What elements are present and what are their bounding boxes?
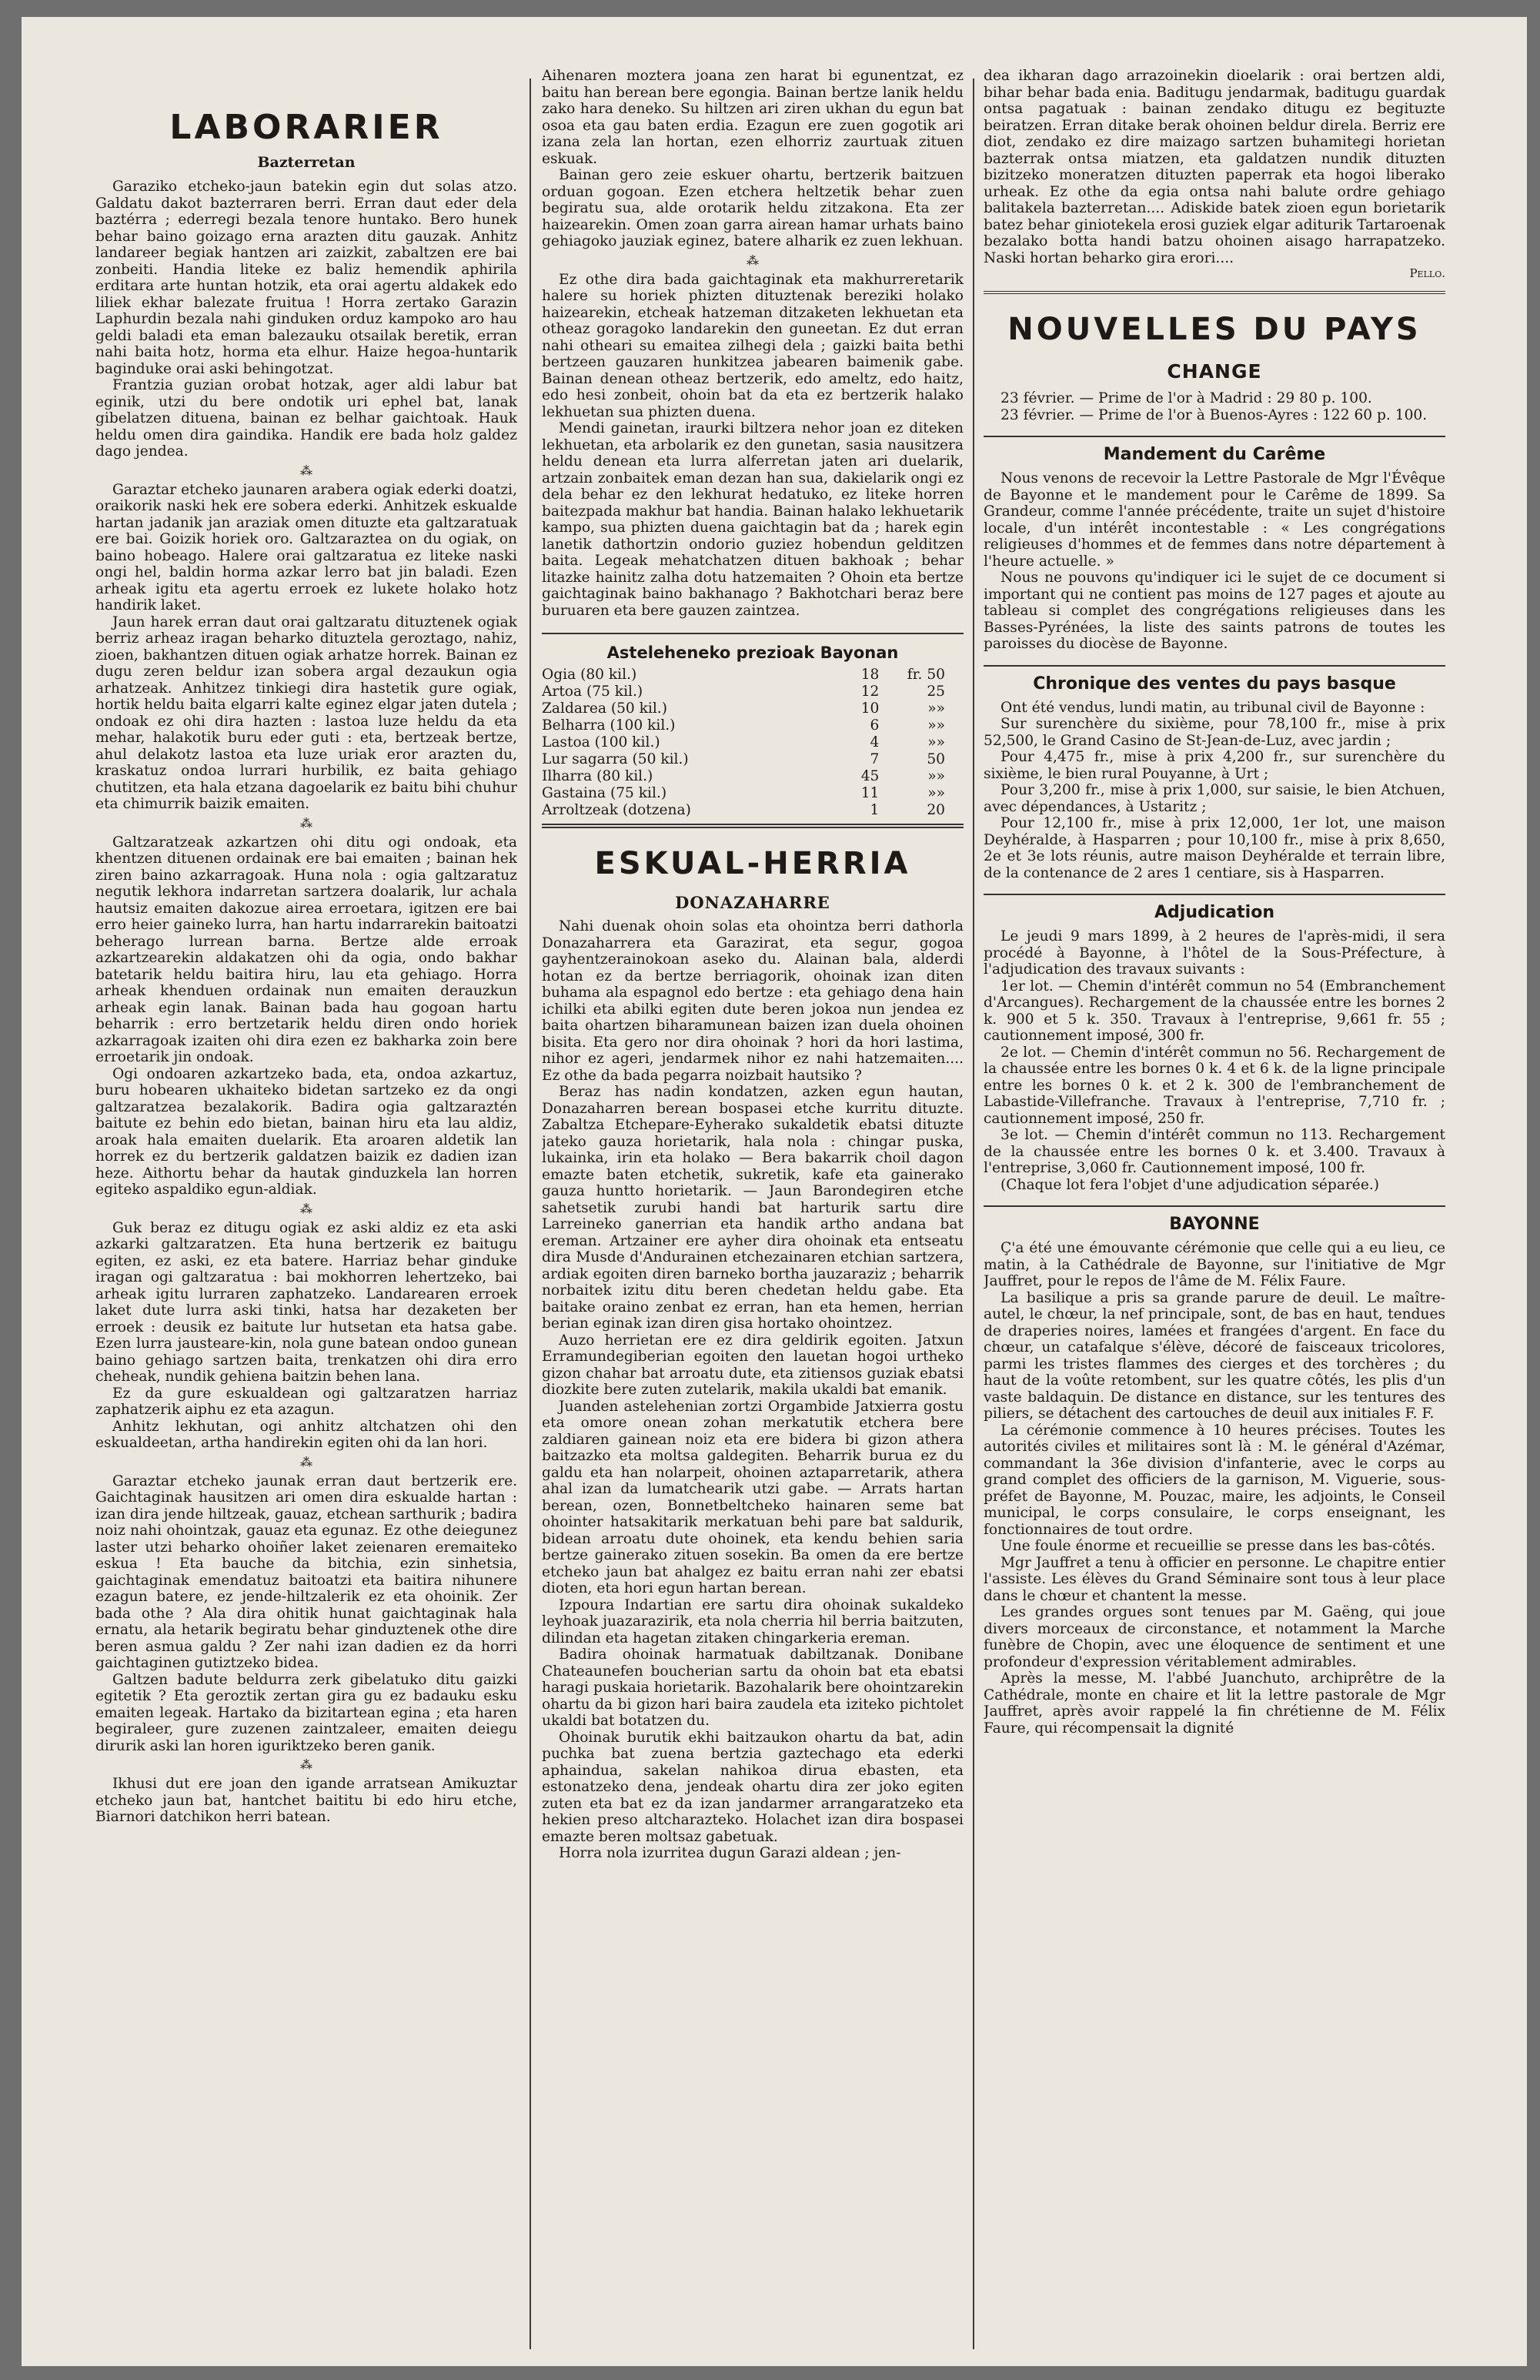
paragraph: Pour 12,100 fr., mise à prix 12,000, 1er lot, une maison Deyhéralde, à Hasparren ; pour 10,100 fr., mise à prix 8,650, 2e et 3e lots réunis, autre maison Deyhéralde et terrain libre, de la contenance de 2 ares 1 centiare, sis à Hasparren. xyxy=(984,815,1445,881)
paragraph: Une foule énorme et recueillie se presse dans les bas-côtés. xyxy=(1000,1538,1435,1554)
paragraph: Mgr Jauffret a tenu à officier en personne. Le chapitre entier l'assiste. Les élèves du Grand Séminaire sont tous à leur place dans le chœur et chantent la messe. xyxy=(984,1554,1445,1604)
price-item: Ilharra (80 kil.) xyxy=(542,768,653,784)
paragraph: Izpoura Indartian ere sartu dira ohoinak sukaldeko leyhoak juazarazirik, eta nola cherria hil berria baitzuten, dilindan eta hagetan zitaken chingarkeria ereman. xyxy=(542,1596,964,1646)
paragraph: La basilique a pris sa grande parure de deuil. Le maître-autel, le chœur, la nef principale, sont, de bas en haut, tendues de draperies noires, lamées et frangées d'argent. En face du chœur, un catafalque s'élève, décoré de faisceaux tricolores, parmi les tristes flammes des cierges et des torchères ; du haut de la voûte retombent, sur les quatre côtés, les plis d'un vaste baldaquin. De distance en distance, sur les tentures des piliers, se détachent des cartouches de deuil aux initiales F. F. xyxy=(984,1289,1445,1422)
paragraph: Ohoinak burutik ekhi baitzaukon ohartu da bat, adin puchka bat zuena bertzia gaztechago eta ederki aphaindua, sakelan nahikoa dirua ebasten, eta estonatzeko dena, jendeak ohartu dira zer joko egiten zuten eta bat ez da izan jandarmer arrangaratzeko eta hekien preso altcharazteko. Holachet izan dira bospasei emazte beren moltsaz gabetuak. xyxy=(542,1729,964,1845)
price-item: Arroltzeak (dotzena) xyxy=(542,802,691,818)
price-item: Artoa (75 kil.) xyxy=(542,684,643,700)
price-value: 7 xyxy=(870,751,880,767)
paragraph: Anhitz lekhutan, ogi anhitz altchatzen ohi den eskualdeetan, artha handirekin egiten ohi da lan hori. xyxy=(95,1418,517,1451)
price-unit: »» xyxy=(927,785,945,801)
asterism-separator: ⁂ xyxy=(747,252,759,268)
price-unit: 25 xyxy=(927,684,945,700)
asterism-separator: ⁂ xyxy=(300,815,312,831)
subsection-title: BAYONNE xyxy=(984,1205,1445,1234)
price-value: 45 xyxy=(860,768,880,784)
column-3 xyxy=(984,68,1445,1737)
subsection-title: Chronique des ventes du pays basque xyxy=(984,665,1445,694)
paragraph: (Chaque lot fera l'objet d'une adjudication séparée.) xyxy=(1000,1176,1379,1193)
subsection-title-change: CHANGE xyxy=(1167,360,1262,383)
price-row xyxy=(542,684,964,700)
section-subtitle: DONAZAHARRE xyxy=(675,893,830,912)
paragraph: 3e lot. — Chemin d'intérêt commun no 113. Rechargement de la chaussée entre les bornes 0 k. et 3.400. Travaux à l'entreprise, 3,060 fr. Cautionnement imposé, 100 fr. xyxy=(984,1127,1445,1176)
price-unit: »» xyxy=(927,717,945,734)
paragraph: Les grandes orgues sont tenues par M. Gaëng, qui joue divers morceaux de circonstance, et notamment la Marche funèbre de Chopin, avec une éloquence de sentiment et une profondeur d'expression véritablement admirables. xyxy=(984,1604,1445,1670)
paragraph: Ikhusi dut ere joan den igande arratsean Amikuztar etcheko jaun bat, hantchet baititu bi edo hiru etche, Biarnori datchikon herri batean. xyxy=(95,1776,517,1825)
paragraph: Guk beraz ez ditugu ogiak ez aski aldiz ez eta aski azkarki galtzaratzen. Eta huna bertzerik ez baitugu egiten, ez aski, ez eta batere. Harriaz behar ginduke iragan ogi galtzaratua : bai mokhorren lehertzeko, bai arheak igitu lurraren zaphatzeko. Landarearen erroek laket dute lurra aski tinki, hatsa har dezaketen ber erroek : deusik ez baitute lur hutsetan eta hatsa gabe. Ezen lurra jausteare-kin, nola gune batean ondoo gunean baino gehiago sartzen baita, trenkatzen ohi dira erro cheheak, nundik gehiena baitzin behen lana. xyxy=(95,1219,517,1385)
paragraph: Beraz has nadin kondatzen, azken egun hautan, Donazaharren berean bospasei etche kurritu dituzte. Zabaltza Etchepare-Eyherako sukaldetik ebatsi dituzte jateko gauza horietarik, hala nola : chingar puska, lukainka, irin eta holako — Bera bakarrik choil dagon emazte baten etchetik, sukretik, kafe eta gainerako gauza huntto horietarik. — Jaun Barondegiren etche sahetsetik zurubi handi bat harturik sartu dire Larreineko ganerrian eta handik artho andana bat ereman. Artzainer ere ayher dira ohoinak eta entseatu dira Musde d'Andurainen etchezainaren etchian sartzera, ardiak egoiten diren barneko bortha jauzaraziz ; beharrik norbaitek izitu ditu beren chedetan heldu gabe. Eta baitake oraino zenbat ez erran, han eta hemen, herrian berian eginak izan diren gisa hortako ohointzez. xyxy=(542,1084,964,1332)
paragraph: dea ikharan dago arrazoinekin dioelarik : orai bertzen aldi, bihar behar bada enia. Baditugu jendarmak, baditugu guardak ontsa pagatuak : bainan zendako ditugu ez begituzte beiratzen. Erran ditake berak ohoinen beldur direla. Berriz ere diot, zendako ez dire maizago sartzen buhamitegi horietan bazterrak ontsa miatzen, eta galdatzen nundik dituzten bizitzeko moneratzen dituzten paperrak eta hogoi liberako urheak. Ez othe da egia ontsa nahi balute ordre gehiago balitakela bazterretan.... Adiskide batek zioen egun borietarik batez behar giniotekela erosi guziek elgar aditurik Tartaroenak bezalako botta handi batzu ohoinen aisago harrapatzeko. Naski hortan beharko gira erori.... xyxy=(984,68,1445,266)
paragraph: 23 février. — Prime de l'or à Madrid : 29 80 p. 100. xyxy=(1000,390,1372,406)
price-unit: »» xyxy=(927,700,945,717)
price-unit: fr. 50 xyxy=(907,667,945,683)
price-item: Gastaina (75 kil.) xyxy=(542,785,667,801)
price-list-title: Asteleheneko prezioak Bayonan xyxy=(542,633,964,662)
signature: Pello. xyxy=(1409,266,1445,280)
paragraph: Galtzen badute beldurra zerk gibelatuko ditu gaizki egitetik ? Eta geroztik zertan gira gu ez badauku esku emaiten legeak. Hartako da bizitartean egina ; eta haren begiraleer, gure zuzenen zaintzaleer, emaiten deiegu dirurik aski lan horen iguriktzeko beren ganik. xyxy=(95,1671,517,1754)
paragraph: Nahi duenak ohoin solas eta ohointza berri dathorla Donazaharrera eta Garazirat, eta segur, gogoa gayhentzerainokoan aseko du. Alainan bala, alderdi hotan ez da bertze berriagorik, ohoinak izan diten buhama ala espagnol edo bertze : eta gehiago dena hain ichilki eta abilki egiten dute beren jokoa nun jendea ez baita ohartzen biharamunean baizen izan duela ohoinen bisita. Eta gero nor dira ohoinak ? hori da hori lastima, nihor ez ageri, jendarmek nihor ez nahi hatzemaiten.... Ez othe da bada pegarra noizbait hautsiko ? xyxy=(542,918,964,1084)
price-row xyxy=(542,802,964,819)
paragraph: 23 février. — Prime de l'or à Buenos-Ayres : 122 60 p. 100. xyxy=(1000,406,1428,423)
section-title-nouvelles: NOUVELLES DU PAYS xyxy=(984,291,1445,349)
price-item: Lur sagarra (50 kil.) xyxy=(542,751,689,767)
section-title-eskual-herria: ESKUAL-HERRIA xyxy=(542,824,964,884)
price-value: 4 xyxy=(870,734,880,750)
price-row xyxy=(542,667,964,684)
price-row xyxy=(542,700,964,717)
price-value: 1 xyxy=(870,802,880,818)
newspaper-page xyxy=(22,17,1527,2366)
price-value: 18 xyxy=(860,667,880,683)
paragraph: Galtzaratzeak azkartzen ohi ditu ogi ondoak, eta khentzen dituenen ordainak ere bai emaiten ; bainan hek ziren baino azkarragoak. Huna nola : ogia galtzaratuz negutik lekhora indarretan sartzera doalarik, lur achala hautsiz emaiten dakozue airea erroetara, igitzen ere bai erro heier gaineko lurra, han hartu indarrarekin baitoatzi beherago lurrean barna. Bertze alde erroak azkartzearekin aldakatzen ohi da ogia, ondo bakhar batetarik heldu baitira hiru, lau eta gehiago. Horra arheak khenduen ordainak nun emaiten derauzkun arheak egin lanak. Bainan bada hau gogoan hartu beharrik : erro bertzetarik heldu diren ondo horiek azkarragoak izaiten ohi dira ezen ez bakharka zoin bere erroetarik jin ondoak. xyxy=(95,834,517,1065)
section-title-laborarier: LABORARIER xyxy=(169,108,443,147)
paragraph: Ez da gure eskualdean ogi galtzaratzen harriaz zaphatzerik aiphu ez eta azagun. xyxy=(95,1385,517,1418)
price-row xyxy=(542,785,964,802)
price-row xyxy=(542,734,964,751)
price-item: Zaldarea (50 kil.) xyxy=(542,700,667,717)
paragraph: Pour 4,475 fr., mise à prix 4,200 fr., sur surenchère du sixième, le bien rural Pouyanne, à Urt ; xyxy=(984,749,1445,782)
paragraph: 1er lot. — Chemin d'intérêt commun no 54 (Embranchement d'Arcangues). Rechargement de la chaussée entre les bornes 2 k. 900 et 5 k. 350. Travaux à l'entreprise, 9,661 fr. 55 ; cautionnement imposé, 300 fr. xyxy=(984,978,1445,1044)
price-unit: 20 xyxy=(927,802,945,818)
price-value: 10 xyxy=(860,700,880,717)
column-rule xyxy=(973,79,974,2349)
price-item: Belharra (100 kil.) xyxy=(542,717,676,734)
paragraph: Pour 3,200 fr., mise à prix 1,000, sur saisie, le bien Atchuen, avec dépendances, à Ustaritz ; xyxy=(984,782,1445,815)
paragraph: La cérémonie commence à 10 heures précises. Toutes les autorités civiles et militaires sont là : M. le général d'Azémar, commandant la 36e division d'infanterie, avec le corps au grand complet des officiers de la garnison, M. Viguerie, sous-préfet de Bayonne, M. Pouzac, maire, les adjoints, le Conseil municipal, le corps consulaire, le corps enseignant, les fonctionnaires de tout ordre. xyxy=(984,1422,1445,1538)
paragraph: Ont été vendus, lundi matin, au tribunal civil de Bayonne : xyxy=(1000,699,1425,716)
price-row xyxy=(542,751,964,768)
section-subtitle: Bazterretan xyxy=(257,154,356,171)
column-rule xyxy=(529,79,531,2349)
paragraph: Garaziko etcheko-jaun batekin egin dut solas atzo. Galdatu dakot bazterraren berri. Erran daut eder dela baztérra ; ederregi bezala tenore huntako. Bero hunek behar baino goizago erna arazten ditu gauzak. Anhitz landareer begiak hantzen ari zaizkit, zabaltzen ere bai zonbeiti. Handia liteke ez baliz hemendik aphirila erditara arte huntan hotzik, eta orai agertu aldakek edo liliek ekhar balezate fruitua ! Horra zertako Garazin Laphurdin bezala nahi ginduken orduz kampoko aro hau geldi baladi eta eman balezauku otsailak beretik, erran nahi baita hotz, horma eta elhur. Haize hegoa-huntarik baginduke orai aski behingotzat. xyxy=(95,179,517,377)
paragraph: Ç'a été une émouvante cérémonie que celle qui a eu lieu, ce matin, à la Cathédrale de Bayonne, sur l'initiative de Mgr Jauffret, pour le repos de l'âme de M. Félix Faure. xyxy=(984,1240,1445,1289)
asterism-separator: ⁂ xyxy=(300,1201,312,1216)
asterism-separator: ⁂ xyxy=(300,1454,312,1469)
paragraph: Juanden astelehenian zortzi Orgambide Jatxierra gostu eta omore onean zohan merkatutik etchera bere zaldiaren gainean noiz eta ere bidera bi gizon athera baitzazko eta moltsa galdegiten. Beharrik burua ez du galdu eta han nolarpeit, ohoinen aztaparretarik, athera ahal izan da lumatchearik utzi gabe. — Arrats hartan berean, ozen, Bonnetbeltcheko hainaren seme bat ohointer hatsakitarik merkatuan behi pare bat saldurik, bidean arroatu dute ohoinek, eta kendu behien saria bertze gainerako zituen sosekin. Ba omen da ere bertze etcheko jaun bat ahalgez ez baitu erran nahi zer ebatsi dioten, eta hori egun hartan berean. xyxy=(542,1398,964,1596)
paragraph: Garaztar etcheko jaunak erran daut bertzerik ere. Gaichtaginak hausitzen ari omen dira eskualde hartan : izan dira jende hiltzeak, gauaz, etchean sarthurik ; badira noiz nahi ohointzak, gauaz eta egunaz. Ez othe deiegunez laster utzi beharko ohoiñer laket zeienaren eremaiteko eskua ! Eta bauche da bitchia, ezin sinhetsia, gaichtaginak emendatuz baitoatzi eta baitira nihunere ezagun batere, ez jende-hiltzalerik ez eta ohoinik. Zer bada othe ? Ala dira ohitik hunat gaichtaginak hala ernatu, ala hetarik begiratu behar ginduztenek othe dire beren asmua galdu ? Zer nahi izan dadien ez da horri gaichtaginen gutiztzeko bidea. xyxy=(95,1472,517,1671)
paragraph: Badira ohoinak harmatuak dabiltzanak. Donibane Chateaunefen boucherian sartu da ohoin bat eta ebatsi haragi puskaia horietarik. Bazohalarik bere ohointzarekin ohartu da bi gizon hari baira zaudela eta iziteko pichtolet ukaldi bat botatzen du. xyxy=(542,1646,964,1729)
asterism-separator: ⁂ xyxy=(300,1757,312,1772)
paragraph: Le jeudi 9 mars 1899, à 2 heures de l'après-midi, il sera procédé à Bayonne, à l'hôtel de la Sous-Préfecture, à l'adjudication des travaux suivants : xyxy=(984,928,1445,978)
paragraph: Frantzia guzian orobat hotzak, ager aldi labur bat eginik, utzi du bere ondotik uri ephel bat, lanak gibelatzen dituena, bainan ez belhar gaichtoak. Hauk heldu omen dira gaindika. Handik ere bada holz galdez dago jendea. xyxy=(95,377,517,460)
column-1 xyxy=(95,68,517,1826)
paragraph: Jaun harek erran daut orai galtzaratu dituztenek ogiak berriz arheaz iragan beharko dituztela geroztago, nahiz, zioen, bakhantzen dituen ogiak arhatze horrek. Bainan ez dugu zeren beldur izan sobera argal dezaukun ogia arhatzeak. Anhitzez tinkiegi dira hastetik gure ogiak, hortik heldu baita elgarri kalte eginez elgar jaten dutela ; ondoak ez ohi dira hazten : lastoa luze heldu da eta mehar, halakotik buru eder guti : eta, bertzeak bertze, ahul delakotz lastoa eta luze uriak eror arazten du, kraskatuz ondoa lurrari hurbilik, ez baita gehiago chutitzen, eta hala etzana dagoelarik ez baitu bihi chuhur eta chimurrik baizik emaiten. xyxy=(95,613,517,812)
paragraph: Nous venons de recevoir la Lettre Pastorale de Mgr l'Évêque de Bayonne et le mandement pour le Carême de 1899. Sa Grandeur, comme l'année précédente, traite un sujet d'histoire locale, d'un intérêt incontestable : « Les congrégations religieuses d'hommes et de femmes dans notre département à l'heure actuelle. » xyxy=(984,470,1445,570)
column-2 xyxy=(542,68,964,1862)
paragraph: Bainan gero zeie eskuer ohartu, bertzerik baitzuen orduan gogoan. Ezen etchera heltzetik behar zuen begiratu sua, alde orotarik heldu zitzakona. Eta zer haizearekin. Omen zoan garra airean hamar urhats baino gehiagoko jauziak eginez, batere alharik ez zuen lekhuan. xyxy=(542,167,964,249)
price-row xyxy=(542,768,964,785)
price-value: 11 xyxy=(860,785,880,801)
subsection-title: Adjudication xyxy=(984,894,1445,922)
paragraph: Aihenaren moztera joana zen harat bi egunentzat, ez baitu han berean bere egongia. Bainan bertze lanik heldu zako hara deneko. Su hiltzen ari ziren ukhan du egun bat osoa eta gau baten erdia. Ezagun ere zuen gogotik ari izana zela lan hortan, ezen elhorriz zaurtuak zituen eskuak. xyxy=(542,68,964,167)
paragraph: Nous ne pouvons qu'indiquer ici le sujet de ce document si important qui ne contient pas moins de 127 pages et ajoute au tableau si complet des congrégations religieuses dans les Basses-Pyrénées, la liste des saints patrons de toutes les paroisses du diocèse de Bayonne. xyxy=(984,570,1445,652)
price-item: Lastoa (100 kil.) xyxy=(542,734,660,750)
price-value: 12 xyxy=(860,684,880,700)
paragraph: Ez othe dira bada gaichtaginak eta makhurreretarik halere su horiek phizten dituztenak bereziki holako haizearekin, etcheak hatzeman ditzaketen lekhuetan eta otheaz goragoko landarekin den guneetan. Ez dut erran nahi otheari su emaitea zilhegi dela ; gaizki baita bethi bertzeen gauzaren hunkitzea jabearen baimenik gabe. Bainan denean otheaz bertzerik, edo ameltz, edo haitz, edo hesi zonbeit, ohoin bat da eta ez bertzerik halako lekhuetan sua phizten duena. xyxy=(542,271,964,420)
price-unit: 50 xyxy=(927,751,945,767)
price-value: 6 xyxy=(870,717,880,734)
paragraph: Auzo herrietan ere ez dira geldirik egoiten. Jatxun Erramundegiberian egoiten den lauetan hogoi urtheko gizon chahar bat arroatu dute, eta zitiensos guziak ebatsi diozkite bere zuten zutelarik, makila ukaldi bat emanik. xyxy=(542,1332,964,1398)
paragraph: Sur surenchère du sixième, pour 78,100 fr., mise à prix 52,500, le Grand Casino de St-Jean-de-Luz, avec jardin ; xyxy=(984,716,1445,749)
paragraph: Garaztar etcheko jaunaren arabera ogiak ederki doatzi, oraikorik naski hek ere sobera ederki. Anhitzek eskualde hartan jadanik jan araziak omen dituzte eta galtzaratuak ere bai. Goizik horiek oro. Galtzaraztea on du ogiak, on baino hobeago. Halere orai galtzaratua ez liteke naski ongi hel, baldin horma azkar lerro bat jin baladi. Ezen arheak igitu eta agertu erroek ez lukete holako hotz handirik laket. xyxy=(95,481,517,613)
price-item: Ogia (80 kil.) xyxy=(542,667,637,683)
paragraph: 2e lot. — Chemin d'intérêt commun no 56. Rechargement de la chaussée entre les bornes 0 k. 4 et 6 k. de la ligne principale entre les bornes 0 k. et 2 k. 300 de l'embranchement de Labastide-Villefranche. Travaux à l'entreprise, 7,710 fr. ; cautionnement imposé, 250 fr. xyxy=(984,1044,1445,1127)
price-row xyxy=(542,717,964,734)
paragraph: Après la messe, M. l'abbé Juanchuto, archiprêtre de la Cathédrale, monte en chaire et lit la lettre pastorale de Mgr Jauffret, après avoir rappelé la fin chrétienne de M. Félix Faure, qui récompensait la dignité xyxy=(984,1670,1445,1737)
asterism-separator: ⁂ xyxy=(300,463,312,478)
paragraph: Ogi ondoaren azkartzeko bada, eta, ondoa azkartuz, buru hobearen ukhaiteko bidetan sartzeko ez da ongi galtzaratzea bezalakorik. Badira ogia galtzaraztén baitute ez behin edo bietan, bainan hiru eta lau aldiz, aroak hala emaiten duelarik. Eta aroaren aldetik lan horrek ez du bertzerik galdatzen baizik ez dadien izan heze. Aithortu behar da hautak ginduzkela lan horren egiteko aspaldiko egun-aldiak. xyxy=(95,1065,517,1198)
subsection-title: Mandement du Carême xyxy=(984,436,1445,464)
price-unit: »» xyxy=(927,734,945,750)
paragraph: Mendi gainetan, iraurki biltzera nehor joan ez diteken lekhuetan, eta arbolarik ez den gunetan, sasia nausitzera heldu denean eta lurra alferretan jaten ari duelarik, artzain zonbaitek eman dezan han sua, dakielarik ongi ez dela behar ez den lekhurat hedatuko, ez liteke horren baitezpada makhur bat handia. Bainan halako lekhuetarik kampo, sua phizten duena gaichtagin bat da ; harek egin lanetik dathortzin ondorio guziez hobendun gelditzen baita. Legeak mehatchatzen dituen bakhoak ; behar litazke hainitz zalha dotu hatzemaiten ? Ohoin eta bertze gaichtaginak baino bakhanago ? Bakhotchari beraz bere buruaren eta bere gauzen zaintzea. xyxy=(542,420,964,619)
paragraph: Horra nola izurritea dugun Garazi aldean ; jen- xyxy=(559,1845,901,1861)
price-table xyxy=(542,667,964,819)
price-unit: »» xyxy=(927,768,945,784)
